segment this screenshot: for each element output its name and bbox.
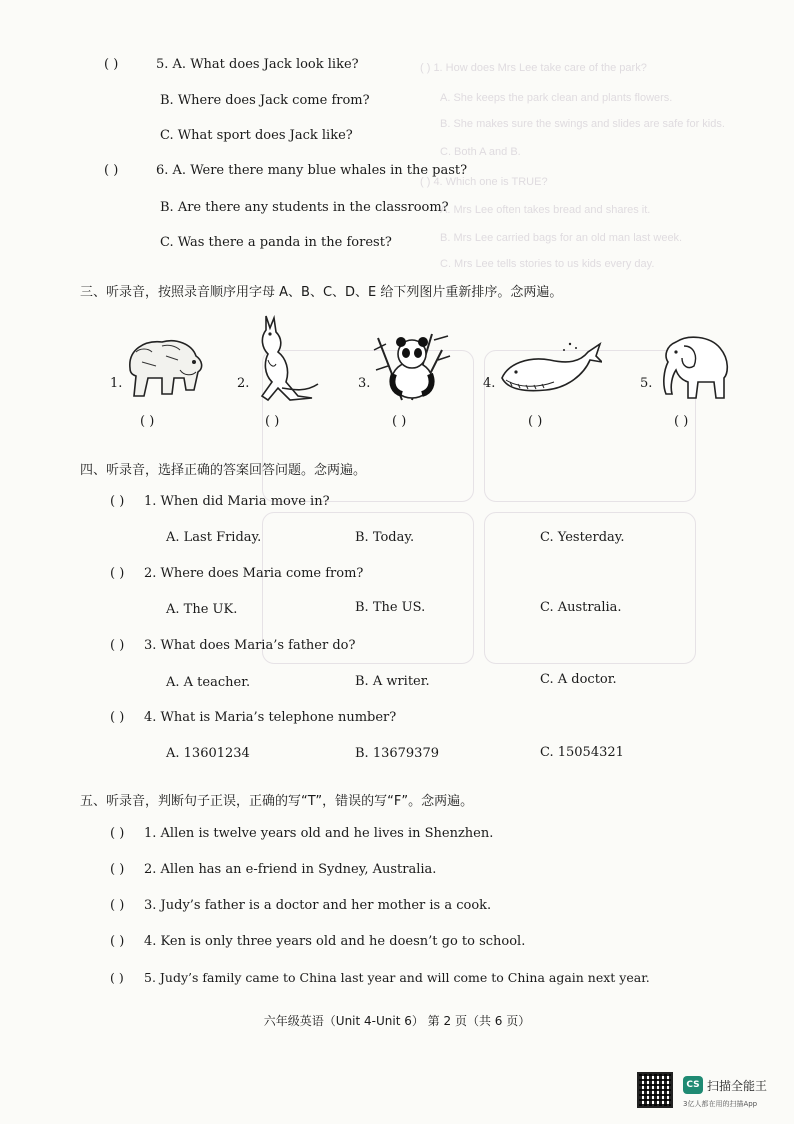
question-6-option-b: B. Are there any students in the classroom? xyxy=(160,200,449,215)
order-bracket[interactable]: ( ) xyxy=(140,414,155,429)
bleed-through-text: C. Mrs Lee tells stories to us kids every day. xyxy=(440,258,655,270)
option-c: C. Australia. xyxy=(540,600,622,615)
answer-paren[interactable]: ( ) xyxy=(110,826,125,841)
animal-number: 2. xyxy=(237,376,250,391)
answer-paren[interactable]: ( ) xyxy=(110,710,125,725)
answer-paren[interactable]: ( ) xyxy=(110,638,125,653)
bleed-through-text: B. Mrs Lee carried bags for an old man last week. xyxy=(440,232,683,244)
polar-bear-icon xyxy=(122,330,208,402)
kangaroo-icon xyxy=(252,312,322,404)
order-bracket[interactable]: ( ) xyxy=(674,414,689,429)
order-bracket[interactable]: ( ) xyxy=(392,414,407,429)
option-b: B. A writer. xyxy=(355,674,430,689)
section-four-heading: 四、听录音，选择正确的答案回答问题。念两遍。 xyxy=(80,463,367,478)
statement-3: ( ) 3. Judy’s father is a doctor and her mother is a cook. xyxy=(110,898,492,913)
answer-paren[interactable]: ( ) xyxy=(110,494,125,509)
answer-paren[interactable]: ( ) xyxy=(104,57,119,72)
answer-paren[interactable]: ( ) xyxy=(110,934,125,949)
answer-paren[interactable]: ( ) xyxy=(104,163,119,178)
statement-1: ( ) 1. Allen is twelve years old and he lives in Shenzhen. xyxy=(110,826,494,841)
section-four-question-3: ( ) 3. What does Maria’s father do? xyxy=(110,638,356,653)
page-footer: 六年级英语（Unit 4-Unit 6） 第 2 页（共 6 页） xyxy=(263,1014,531,1028)
animal-number: 1. xyxy=(110,376,123,391)
order-bracket[interactable]: ( ) xyxy=(528,414,543,429)
option-a: A. Last Friday. xyxy=(166,530,262,545)
option-b: B. Today. xyxy=(355,530,415,545)
option-b: B. The US. xyxy=(355,600,426,615)
question-5-option-a: ( ) 5. A. What does Jack look like? xyxy=(104,57,359,72)
elephant-icon xyxy=(654,330,732,402)
answer-paren[interactable]: ( ) xyxy=(110,566,125,581)
bleed-through-text: ( ) 1. How does Mrs Lee take care of the park? xyxy=(420,62,647,74)
panda-icon xyxy=(372,330,452,406)
question-6-option-c: C. Was there a panda in the forest? xyxy=(160,235,392,250)
bleed-through-text: A. Mrs Lee often takes bread and shares it. xyxy=(440,204,651,216)
scanner-tagline: 3亿人都在用的扫描App xyxy=(683,1100,758,1108)
scanner-logo-icon: CS xyxy=(683,1076,703,1094)
section-five-heading: 五、听录音，判断句子正误，正确的写“T”，错误的写“F”。念两遍。 xyxy=(80,794,474,809)
order-bracket[interactable]: ( ) xyxy=(265,414,280,429)
section-four-question-2: ( ) 2. Where does Maria come from? xyxy=(110,566,364,581)
answer-paren[interactable]: ( ) xyxy=(110,970,124,985)
question-5-option-b: B. Where does Jack come from? xyxy=(160,93,370,108)
option-a: A. The UK. xyxy=(166,602,238,617)
bleed-through-text: A. She keeps the park clean and plants flowers. xyxy=(440,92,673,104)
answer-paren[interactable]: ( ) xyxy=(110,898,125,913)
section-four-question-1: ( ) 1. When did Maria move in? xyxy=(110,494,330,509)
scanner-app-name: 扫描全能王 xyxy=(707,1079,768,1093)
animal-number: 5. xyxy=(640,376,653,391)
option-b: B. 13679379 xyxy=(355,746,439,761)
whale-icon xyxy=(498,338,602,400)
option-c: C. A doctor. xyxy=(540,672,617,687)
animal-number: 3. xyxy=(358,376,371,391)
option-c: C. 15054321 xyxy=(540,745,624,760)
answer-paren[interactable]: ( ) xyxy=(110,862,125,877)
statement-4: ( ) 4. Ken is only three years old and he doesn’t go to school. xyxy=(110,934,526,949)
qr-code xyxy=(637,1072,673,1108)
section-four-question-4: ( ) 4. What is Maria’s telephone number? xyxy=(110,710,397,725)
option-c: C. Yesterday. xyxy=(540,530,625,545)
statement-5: ( ) 5. Judy’s family came to China last year and will come to China again next year. xyxy=(110,970,650,985)
option-a: A. 13601234 xyxy=(166,746,250,761)
bleed-through-text: ( ) 4. Which one is TRUE? xyxy=(420,176,548,188)
bleed-through-text: B. She makes sure the swings and slides are safe for kids. xyxy=(440,118,725,130)
section-three-heading: 三、听录音，按照录音顺序用字母 A、B、C、D、E 给下列图片重新排序。念两遍。 xyxy=(80,285,563,300)
option-a: A. A teacher. xyxy=(166,675,251,690)
animal-number: 4. xyxy=(483,376,496,391)
bleed-through-text: C. Both A and B. xyxy=(440,146,521,158)
question-5-option-c: C. What sport does Jack like? xyxy=(160,128,353,143)
question-6-option-a: ( ) 6. A. Were there many blue whales in the past? xyxy=(104,163,468,178)
statement-2: ( ) 2. Allen has an e-friend in Sydney, Australia. xyxy=(110,862,437,877)
